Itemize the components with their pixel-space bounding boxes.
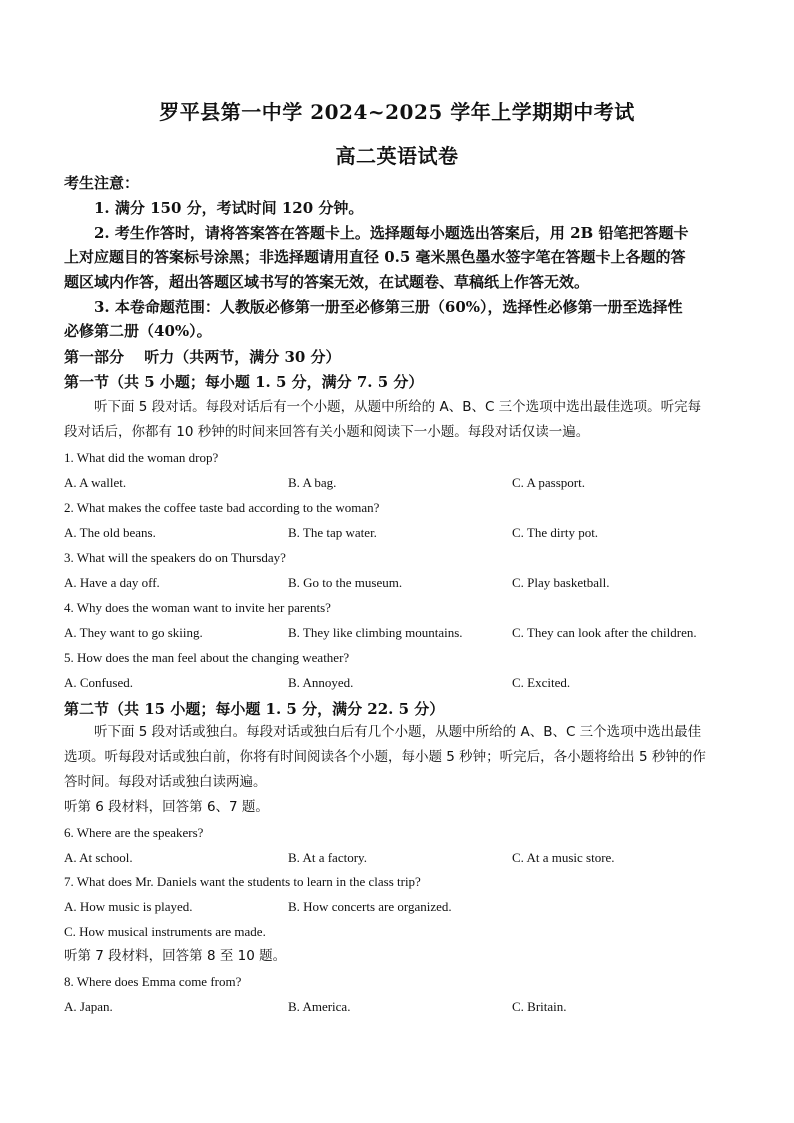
notice-item-1: 1. 满分 150 分，考试时间 120 分钟。	[94, 199, 364, 217]
question-2-option-a: A. The old beans.	[64, 525, 156, 540]
question-6: 6. Where are the speakers?	[64, 825, 204, 840]
question-1-option-c: C. A passport.	[512, 475, 585, 490]
question-5-option-c: C. Excited.	[512, 675, 571, 690]
question-1-option-b: B. A bag.	[288, 475, 337, 490]
question-8: 8. Where does Emma come from?	[64, 974, 242, 989]
question-3-option-b: B. Go to the museum.	[288, 575, 403, 590]
question-8-option-a: A. Japan.	[64, 999, 113, 1014]
question-5-option-a: A. Confused.	[64, 675, 133, 690]
question-8-option-b: B. America.	[288, 999, 351, 1014]
question-4: 4. Why does the woman want to invite her parents?	[64, 600, 331, 615]
question-2-option-c: C. The dirty pot.	[512, 525, 599, 540]
question-6-option-b: B. At a factory.	[288, 850, 367, 865]
question-5: 5. How does the man feel about the changing weather?	[64, 650, 350, 665]
material-6-label: 听第 6 段材料，回答第 6、7 题。	[64, 799, 269, 815]
question-4-option-b: B. They like climbing mountains.	[288, 625, 463, 640]
notice-item-2-line-1: 2. 考生作答时，请将答案答在答题卡上。选择题每小题选出答案后，用 2B 铅笔把答题卡	[94, 224, 689, 242]
question-2: 2. What makes the coffee taste bad according to the woman?	[64, 500, 380, 515]
question-4-option-c: C. They can look after the children.	[512, 625, 697, 640]
question-7-option-b: B. How concerts are organized.	[288, 899, 452, 914]
section1-instructions-line-1: 听下面 5 段对话。每段对话后有一个小题，从题中所给的 A、B、C 三个选项中选出最佳选项。听完每	[94, 399, 702, 415]
material-7-label: 听第 7 段材料，回答第 8 至 10 题。	[64, 948, 287, 964]
question-7-option-c: C. How musical instruments are made.	[64, 924, 266, 939]
section2-instructions-line-3: 答时间。每段对话或独白读两遍。	[64, 774, 267, 790]
notice-item-2-line-3: 题区域内作答，超出答题区域书写的答案无效，在试题卷、草稿纸上作答无效。	[64, 273, 590, 291]
question-8-option-c: C. Britain.	[512, 999, 567, 1014]
exam-subtitle: 高二英语试卷	[335, 144, 459, 168]
section2-instructions-line-1: 听下面 5 段对话或独白。每段对话或独白后有几个小题，从题中所给的 A、B、C 三个选项中选出最佳	[94, 724, 702, 740]
notice-item-2-line-2: 上对应题目的答案标号涂黑；非选择题请用直径 0.5 毫米黑色墨水签字笔在答题卡上各题的答	[64, 248, 686, 266]
section1-instructions-line-2: 段对话后，你都有 10 秒钟的时间来回答有关小题和阅读下一小题。每段对话仅读一遍。	[64, 424, 590, 440]
question-6-option-c: C. At a music store.	[512, 850, 615, 865]
question-1: 1. What did the woman drop?	[64, 450, 219, 465]
exam-title: 罗平县第一中学 2024~2025 学年上学期期中考试	[159, 100, 635, 124]
question-3-option-a: A. Have a day off.	[64, 575, 160, 590]
notice-item-3-line-2: 必修第二册（40%）。	[64, 322, 212, 340]
question-1-option-a: A. A wallet.	[64, 475, 127, 490]
section2-heading: 第二节（共 15 小题；每小题 1. 5 分，满分 22. 5 分）	[64, 700, 445, 718]
question-3: 3. What will the speakers do on Thursday?	[64, 550, 286, 565]
part1-heading: 第一部分 听力（共两节，满分 30 分）	[64, 348, 341, 366]
question-3-option-c: C. Play basketball.	[512, 575, 610, 590]
notice-heading: 考生注意：	[64, 174, 140, 192]
section2-instructions-line-2: 选项。听每段对话或独白前，你将有时间阅读各个小题，每小题 5 秒钟；听完后，各小题将给出 5 秒钟的作	[64, 749, 706, 765]
question-5-option-b: B. Annoyed.	[288, 675, 354, 690]
question-6-option-a: A. At school.	[64, 850, 133, 865]
question-7: 7. What does Mr. Daniels want the students to learn in the class trip?	[64, 874, 421, 889]
question-2-option-b: B. The tap water.	[288, 525, 377, 540]
section1-heading: 第一节（共 5 小题；每小题 1. 5 分，满分 7. 5 分）	[64, 373, 424, 391]
notice-item-3-line-1: 3. 本卷命题范围：人教版必修第一册至必修第三册（60%），选择性必修第一册至选择性	[94, 298, 683, 316]
question-4-option-a: A. They want to go skiing.	[64, 625, 203, 640]
question-7-option-a: A. How music is played.	[64, 899, 193, 914]
